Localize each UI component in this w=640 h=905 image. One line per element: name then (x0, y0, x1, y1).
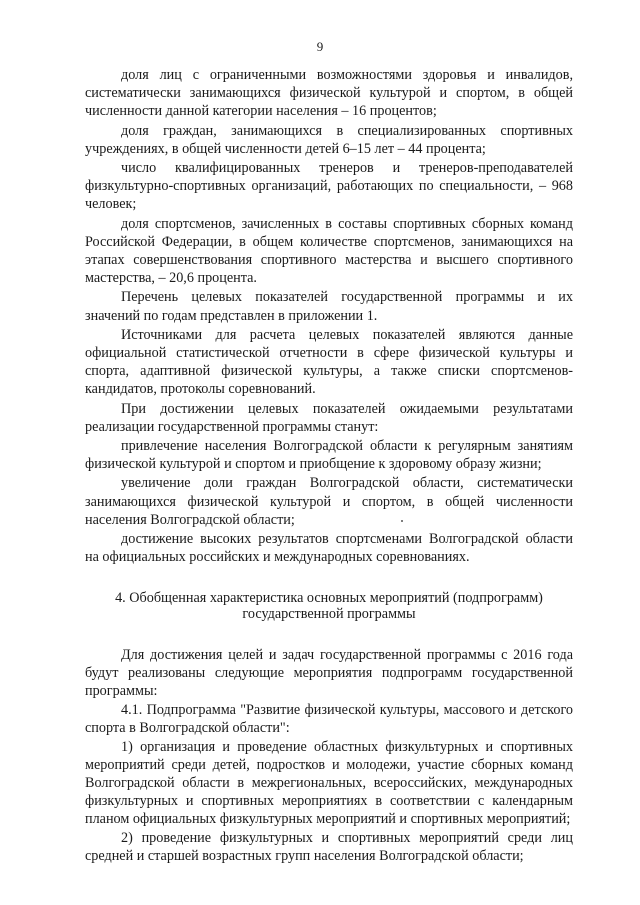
paragraph: 4.1. Подпрограмма "Развитие физической культуры, массового и детского спорта в Волгоградской области": (85, 702, 573, 737)
paragraph: увеличение доли граждан Волгоградской области, систематически занимающихся физической культурой и спортом, в общей численности населения Волгоградской области; (85, 475, 573, 528)
scan-speck (401, 520, 403, 522)
section-heading (85, 590, 573, 622)
section-body (85, 646, 573, 865)
paragraph: При достижении целевых показателей ожидаемыми результатами реализации государственной программы станут: (85, 400, 573, 435)
paragraph: Для достижения целей и задач государственной программы с 2016 года будут реализованы следующие мероприятия подпрограмм государственной программы: (85, 647, 573, 700)
section-heading-line: 4. Обобщенная характеристика основных мероприятий (подпрограмм) (115, 590, 543, 607)
section-heading-line: государственной программы (242, 606, 416, 623)
document-body (85, 66, 573, 865)
paragraph: достижение высоких результатов спортсменами Волгоградской области на официальных российских и международных соревнованиях. (85, 531, 573, 566)
paragraph: доля спортсменов, зачисленных в составы спортивных сборных команд Российской Федерации, в общем количестве спортсменов, занимающихся на этапах совершенствования спортивного мастерства и высшего спортивного мастерства, – 20,6 процента. (85, 215, 573, 287)
paragraph: Источниками для расчета целевых показателей являются данные официальной статистической отчетности в сфере физической культуры и спорта, адаптивной физической культуры, а также списки спортсменов-кандидатов, протоколы соревнований. (85, 326, 573, 398)
paragraph: доля лиц с ограниченными возможностями здоровья и инвалидов, систематически занимающихся физической культурой и спортом, в общей численности данной категории населения – 16 процентов; (85, 67, 573, 120)
page-number: 9 (316, 39, 324, 54)
paragraph: 1) организация и проведение областных физкультурных и спортивных мероприятий среди детей, подростков и молодежи, участие сборных команд Волгоградской области в межрегиональных, всероссийских, международных физкультурных и спортивных мероприятиях в соответствии с календарным планом официальных физкультурных мероприятий и спортивных мероприятий; (85, 739, 573, 828)
paragraph: число квалифицированных тренеров и тренеров-преподавателей физкультурно-спортивных организаций, работающих по специальности, – 968 человек; (85, 160, 573, 213)
paragraph: привлечение населения Волгоградской области к регулярным занятиям физической культурой и спортом и приобщение к здоровому образу жизни; (85, 438, 573, 473)
paragraph: 2) проведение физкультурных и спортивных мероприятий среди лиц средней и старшей возрастных групп населения Волгоградской области; (85, 830, 573, 865)
paragraph: доля граждан, занимающихся в специализированных спортивных учреждениях, в общей численности детей 6–15 лет – 44 процента; (85, 122, 573, 157)
paragraph: Перечень целевых показателей государственной программы и их значений по годам представлен в приложении 1. (85, 289, 573, 324)
